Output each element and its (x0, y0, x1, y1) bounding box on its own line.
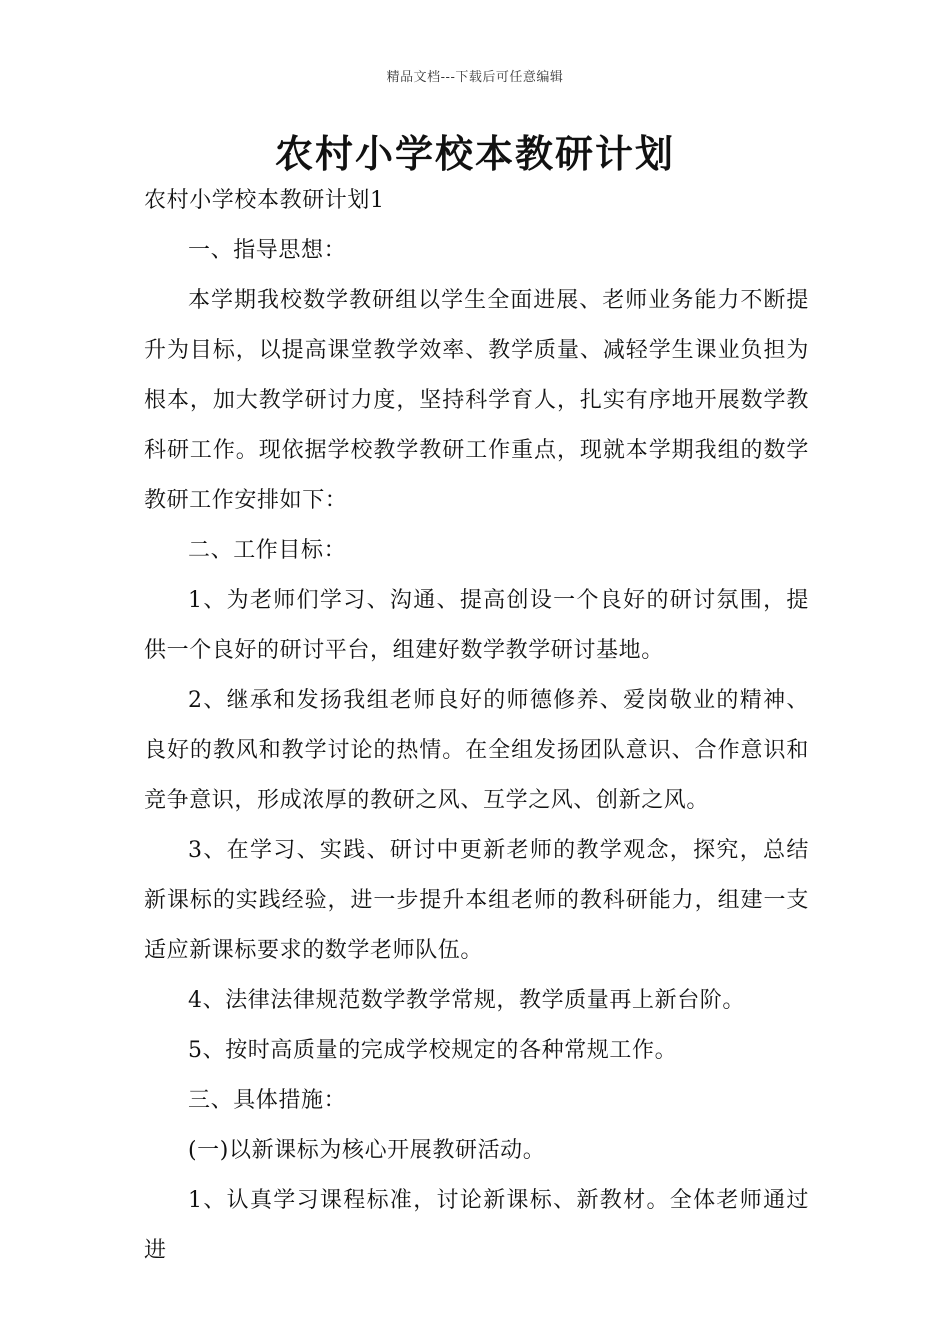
paragraph-goal-1: 1、为老师们学习、沟通、提高创设一个良好的研讨氛围，提供一个良好的研讨平台，组建好数学教学研讨基地。 (144, 588, 809, 663)
heading-work-goals: 二、工作目标： (188, 538, 347, 563)
heading-guiding-ideology: 一、指导思想： (188, 238, 347, 263)
subheading-measure-1: (一)以新课标为核心开展教研活动。 (188, 1138, 546, 1163)
paragraph-goal-5: 5、按时高质量的完成学校规定的各种常规工作。 (188, 1038, 678, 1063)
paragraph-goal-3: 3、在学习、实践、研讨中更新老师的教学观念，探究，总结新课标的实践经验，进一步提升本组老师的教科研能力，组建一支适应新课标要求的数学老师队伍。 (144, 838, 809, 963)
document-body (144, 176, 809, 1276)
paragraph-measure-1-1: 1、认真学习课程标准，讨论新课标、新教材。全体老师通过进 (144, 1188, 809, 1263)
header-note: 精品文档---下载后可任意编辑 (386, 70, 564, 85)
paragraph-goal-2: 2、继承和发扬我组老师良好的师德修养、爱岗敬业的精神、良好的教风和教学讨论的热情。在全组发扬团队意识、合作意识和竞争意识，形成浓厚的教研之风、互学之风、创新之风。 (144, 688, 809, 813)
heading-specific-measures: 三、具体措施： (188, 1088, 347, 1113)
paragraph-goal-4: 4、法律法律规范数学教学常规，教学质量再上新台阶。 (188, 988, 745, 1013)
document-title: 农村小学校本教研计划 (274, 131, 675, 176)
paragraph-guiding-ideology: 本学期我校数学教研组以学生全面进展、老师业务能力不断提升为目标，以提高课堂教学效率、教学质量、减轻学生课业负担为根本，加大教学研讨力度，坚持科学育人，扎实有序地开展数学教科研工作。现依据学校教学教研工作重点，现就本学期我组的数学教研工作安排如下： (144, 288, 809, 513)
section-heading: 农村小学校本教研计划1 (144, 188, 385, 213)
